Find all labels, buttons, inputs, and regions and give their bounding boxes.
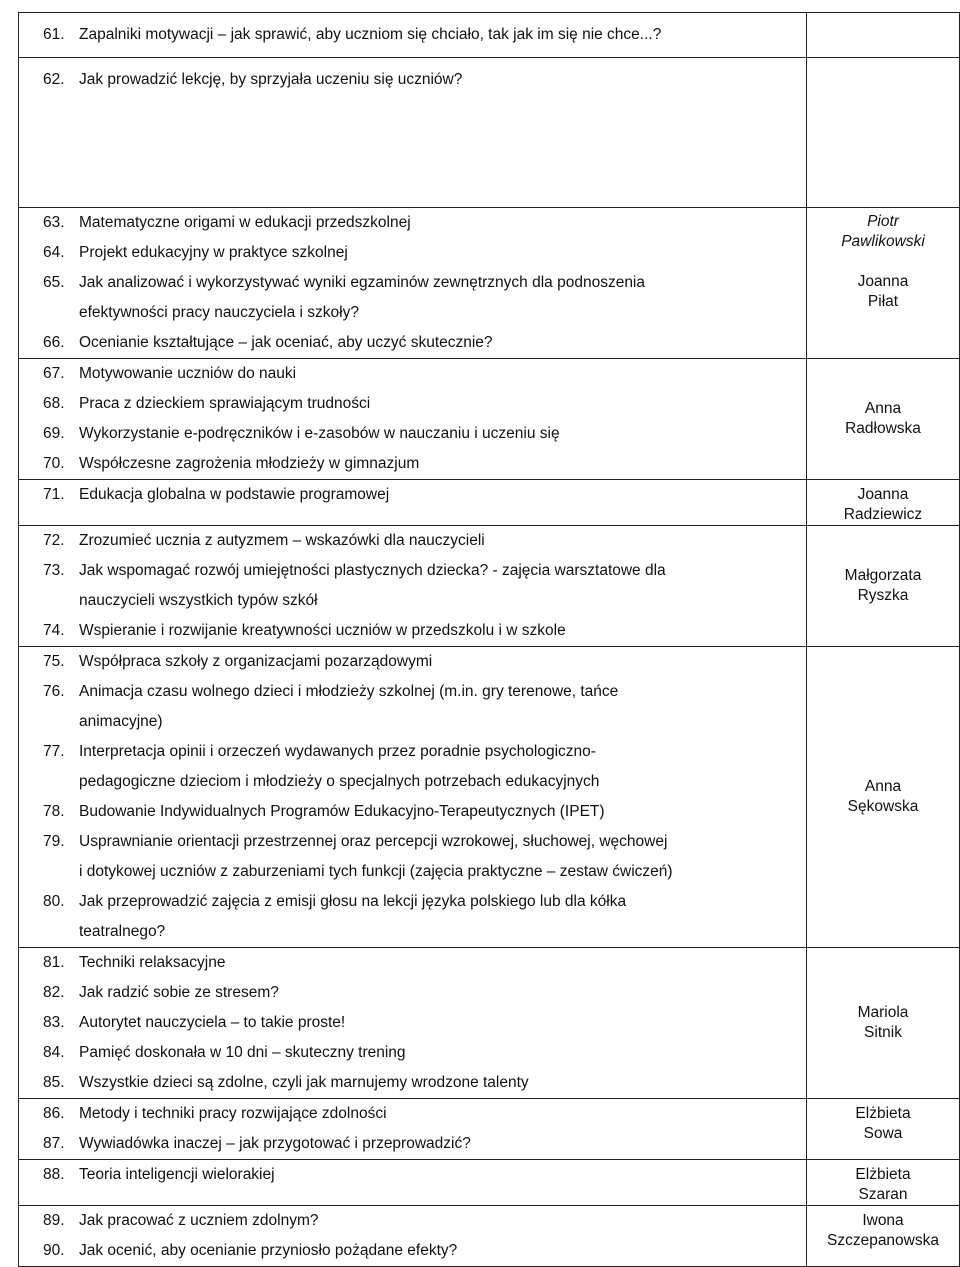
- topics-table: [18, 12, 960, 1267]
- author-name: [807, 566, 959, 606]
- author-first-name: Iwona: [862, 1212, 904, 1229]
- topic-item: [19, 737, 806, 797]
- table-row: [19, 526, 960, 647]
- table-row: [19, 1206, 960, 1267]
- table-row: [19, 1160, 960, 1206]
- topic-item: [19, 1236, 806, 1266]
- topic-number: 67.: [43, 365, 65, 382]
- topic-text: Jak wspomagać rozwój umiejętności plastycznych dziecka? - zajęcia warsztatowe dla: [79, 562, 666, 579]
- topic-text: nauczycieli wszystkich typów szkół: [79, 592, 318, 609]
- topic-text: Projekt edukacyjny w praktyce szkolnej: [79, 244, 348, 261]
- topic-text: Wszystkie dzieci są zdolne, czyli jak marnujemy wrodzone talenty: [79, 1074, 529, 1091]
- topic-text: Jak radzić sobie ze stresem?: [79, 984, 279, 1001]
- topic-text: Metody i techniki pracy rozwijające zdolności: [79, 1105, 387, 1122]
- topic-text: Jak przeprowadzić zajęcia z emisji głosu na lekcji języka polskiego lub dla kółka: [79, 893, 627, 910]
- author-last-name: Szaran: [858, 1186, 908, 1203]
- author-name: [807, 399, 959, 439]
- topic-number: 84.: [43, 1044, 65, 1061]
- author-name: [807, 1104, 959, 1144]
- author-cell: [807, 480, 960, 526]
- topics-cell: [19, 948, 807, 1099]
- author-name: [807, 1003, 959, 1043]
- topic-item: [19, 1038, 806, 1068]
- topic-number: 78.: [43, 803, 65, 820]
- topic-item: [19, 827, 806, 887]
- author-last-name: Radłowska: [845, 420, 921, 437]
- author-name: [807, 1211, 959, 1251]
- topics-cell: [19, 1206, 807, 1267]
- topic-item: [19, 556, 806, 616]
- topic-number: 68.: [43, 395, 65, 412]
- topic-text: Teoria inteligencji wielorakiej: [79, 1166, 275, 1183]
- topic-text: Współczesne zagrożenia młodzieży w gimnazjum: [79, 455, 420, 472]
- topic-text: Techniki relaksacyjne: [79, 954, 226, 971]
- topic-item: [19, 208, 806, 238]
- topics-cell: [19, 480, 807, 526]
- topic-item: [19, 419, 806, 449]
- table-row: [19, 58, 960, 208]
- author-last-name: Sękowska: [847, 798, 919, 815]
- author-first-name: Anna: [864, 400, 902, 417]
- author-first-name: Joanna: [857, 486, 909, 503]
- topic-text: Matematyczne origami w edukacji przedszkolnej: [79, 214, 411, 231]
- author-first-name: Mariola: [857, 1004, 909, 1021]
- topic-item: [19, 526, 806, 556]
- topic-number: 85.: [43, 1074, 65, 1091]
- topic-item: [19, 328, 806, 358]
- topics-cell: [19, 647, 807, 948]
- topic-text: Animacja czasu wolnego dzieci i młodzieży szkolnej (m.in. gry terenowe, tańce: [79, 683, 619, 700]
- topic-text: Jak pracować z uczniem zdolnym?: [79, 1212, 319, 1229]
- topic-number: 81.: [43, 954, 65, 971]
- topic-number: 79.: [43, 833, 65, 850]
- topic-number: 61.: [43, 26, 65, 43]
- table-row: [19, 359, 960, 480]
- topic-item: [19, 647, 806, 677]
- topic-text: Wywiadówka inaczej – jak przygotować i przeprowadzić?: [79, 1135, 471, 1152]
- topic-item: [19, 1129, 806, 1159]
- author-last-name: Radziewicz: [843, 506, 923, 523]
- topic-text: Jak analizować i wykorzystywać wyniki egzaminów zewnętrznych dla podnoszenia: [79, 274, 645, 291]
- topic-text: pedagogiczne dzieciom i młodzieży o specjalnych potrzebach edukacyjnych: [79, 773, 600, 790]
- topic-item: [19, 65, 806, 95]
- topics-cell: [19, 526, 807, 647]
- author-first-name: Piotr: [867, 213, 899, 230]
- author-cell: [807, 948, 960, 1099]
- author-cell: [807, 526, 960, 647]
- author-name: [807, 777, 959, 817]
- topic-number: 69.: [43, 425, 65, 442]
- topic-text: Motywowanie uczniów do nauki: [79, 365, 297, 382]
- topic-text: i dotykowej uczniów z zaburzeniami tych funkcji (zajęcia praktyczne – zestaw ćwiczeń): [79, 863, 673, 880]
- author-name: [807, 212, 959, 252]
- topic-text: efektywności pracy nauczyciela i szkoły?: [79, 304, 359, 321]
- author-name: [807, 1165, 959, 1205]
- topic-number: 82.: [43, 984, 65, 1001]
- topic-item: [19, 449, 806, 479]
- author-name: [807, 272, 959, 312]
- topic-text: animacyjne): [79, 713, 163, 730]
- topic-item: [19, 948, 806, 978]
- topic-text: Praca z dzieckiem sprawiającym trudności: [79, 395, 371, 412]
- topic-text: Wykorzystanie e-podręczników i e-zasobów w nauczaniu i uczeniu się: [79, 425, 560, 442]
- topic-number: 64.: [43, 244, 65, 261]
- topic-item: [19, 1160, 806, 1190]
- topic-number: 89.: [43, 1212, 65, 1229]
- author-cell: [807, 647, 960, 948]
- topic-text: Zrozumieć ucznia z autyzmem – wskazówki dla nauczycieli: [79, 532, 485, 549]
- topic-number: 63.: [43, 214, 65, 231]
- topic-text: Jak prowadzić lekcję, by sprzyjała uczeniu się uczniów?: [79, 71, 463, 88]
- topic-text: Zapalniki motywacji – jak sprawić, aby uczniom się chciało, tak jak im się nie chce...?: [79, 26, 662, 43]
- topic-number: 72.: [43, 532, 65, 549]
- topic-item: [19, 268, 806, 328]
- topic-number: 75.: [43, 653, 65, 670]
- topic-text: Interpretacja opinii i orzeczeń wydawanych przez poradnie psychologiczno-: [79, 743, 596, 760]
- topic-item: [19, 1206, 806, 1236]
- author-last-name: Sitnik: [864, 1024, 902, 1041]
- author-first-name: Elżbieta: [855, 1166, 911, 1183]
- topic-number: 65.: [43, 274, 65, 291]
- topic-number: 83.: [43, 1014, 65, 1031]
- topic-text: Edukacja globalna w podstawie programowej: [79, 486, 390, 503]
- topic-number: 76.: [43, 683, 65, 700]
- topic-item: [19, 797, 806, 827]
- topics-cell: [19, 359, 807, 480]
- topic-number: 88.: [43, 1166, 65, 1183]
- topic-number: 90.: [43, 1242, 65, 1259]
- author-last-name: Pawlikowski: [841, 233, 925, 250]
- topic-number: 87.: [43, 1135, 65, 1152]
- topic-number: 77.: [43, 743, 65, 760]
- topic-text: Budowanie Indywidualnych Programów Edukacyjno-Terapeutycznych (IPET): [79, 803, 605, 820]
- topic-item: [19, 978, 806, 1008]
- topic-number: 71.: [43, 486, 65, 503]
- author-first-name: Anna: [864, 778, 902, 795]
- author-cell: [807, 1206, 960, 1267]
- topic-number: 86.: [43, 1105, 65, 1122]
- topic-number: 74.: [43, 622, 65, 639]
- topic-text: Wspieranie i rozwijanie kreatywności uczniów w przedszkolu i w szkole: [79, 622, 566, 639]
- topic-item: [19, 1068, 806, 1098]
- topic-number: 66.: [43, 334, 65, 351]
- topic-text: Usprawnianie orientacji przestrzennej oraz percepcji wzrokowej, słuchowej, węchowej: [79, 833, 668, 850]
- topic-number: 73.: [43, 562, 65, 579]
- author-last-name: Sowa: [863, 1125, 903, 1142]
- topic-number: 70.: [43, 455, 65, 472]
- topic-text: Ocenianie kształtujące – jak oceniać, aby uczyć skutecznie?: [79, 334, 493, 351]
- table-row: [19, 480, 960, 526]
- author-cell-empty: [807, 13, 960, 58]
- topic-item: [19, 359, 806, 389]
- topics-cell: [19, 1099, 807, 1160]
- topic-item: [19, 389, 806, 419]
- topic-item: [19, 1008, 806, 1038]
- topic-number: 62.: [43, 71, 65, 88]
- topic-item: [19, 1099, 806, 1129]
- topic-text: Pamięć doskonała w 10 dni – skuteczny trening: [79, 1044, 406, 1061]
- author-name: [807, 485, 959, 525]
- table-row: [19, 948, 960, 1099]
- topic-item: [19, 887, 806, 947]
- author-cell: [807, 359, 960, 480]
- table-row: [19, 1099, 960, 1160]
- topic-item: [19, 480, 806, 510]
- topic-text: Współpraca szkoły z organizacjami pozarządowymi: [79, 653, 433, 670]
- author-last-name: Szczepanowska: [826, 1232, 939, 1249]
- author-first-name: Elżbieta: [855, 1105, 911, 1122]
- author-last-name: Piłat: [867, 293, 899, 310]
- author-cell-empty: [807, 58, 960, 208]
- author-first-name: Joanna: [857, 273, 909, 290]
- author-cell: [807, 208, 960, 359]
- topic-text: Autorytet nauczyciela – to takie proste!: [79, 1014, 346, 1031]
- topic-item: [19, 616, 806, 646]
- author-cell: [807, 1160, 960, 1206]
- author-first-name: Małgorzata: [844, 567, 922, 584]
- author-last-name: Ryszka: [857, 587, 909, 604]
- author-cell: [807, 1099, 960, 1160]
- topics-cell: [19, 1160, 807, 1206]
- topic-item: [19, 677, 806, 737]
- table-row: [19, 13, 960, 58]
- table-row: [19, 647, 960, 948]
- topic-text: teatralnego?: [79, 923, 166, 940]
- topic-item: [19, 238, 806, 268]
- table-row: [19, 208, 960, 359]
- topics-cell: [19, 208, 807, 359]
- topic-item: [19, 20, 806, 50]
- topic-text: Jak ocenić, aby ocenianie przyniosło pożądane efekty?: [79, 1242, 458, 1259]
- topic-number: 80.: [43, 893, 65, 910]
